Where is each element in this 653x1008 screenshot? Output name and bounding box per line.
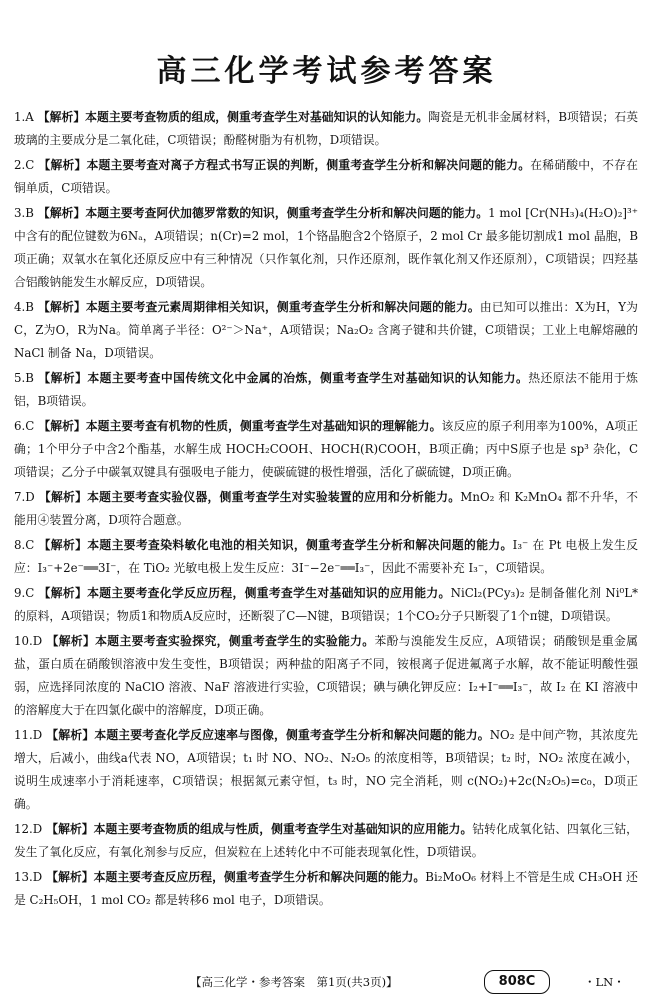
analysis-tag: 【解析】 xyxy=(46,728,95,742)
analysis-text: Bi₂MoO₆ 材料上不管是生成 CH₃OH 还是 C₂H₅OH，1 mol CO₂ 都是转移6 mol 电子，D项错误。 xyxy=(14,870,638,907)
analysis-tag: 【解析】 xyxy=(38,419,86,433)
analysis-focus: 本题主要考查实验仪器，侧重考查学生对实验装置的应用和分析能力。 xyxy=(87,490,461,504)
answer-number: 6. xyxy=(14,419,26,433)
analysis-text: 在稀硝酸中，不存在铜单质，C项错误。 xyxy=(14,158,638,195)
analysis-tag: 【解析】 xyxy=(37,371,88,385)
answer-item xyxy=(14,534,638,580)
answer-list xyxy=(14,106,638,914)
answer-choice: B xyxy=(25,206,34,220)
answer-choice: B xyxy=(25,371,34,385)
answer-number: 11. xyxy=(14,728,33,742)
answer-choice: D xyxy=(32,634,43,648)
answer-choice: D xyxy=(32,870,43,884)
answer-choice: C xyxy=(25,586,35,600)
answer-number: 9. xyxy=(14,586,26,600)
answer-item xyxy=(14,818,638,864)
analysis-tag: 【解析】 xyxy=(38,538,88,552)
analysis-tag: 【解析】 xyxy=(38,490,88,504)
analysis-text: 由已知可以推出：X为H，Y为C，Z为O，R为Na。简单离子半径：O²⁻＞Na⁺，A项错误；Na₂O₂ 含离子键和共价键，C项错误；工业上电解熔融的 NaCl 制备 Na，D项错误。 xyxy=(14,300,638,360)
answer-choice: C xyxy=(25,158,35,172)
analysis-tag: 【解析】 xyxy=(46,822,94,836)
analysis-text: MnO₂ 和 K₂MnO₄ 都不升华，不能用④装置分离，D项符合题意。 xyxy=(14,490,638,527)
analysis-text: 陶瓷是无机非金属材料，B项错误；石英玻璃的主要成分是二氧化硅，C项错误；酚醛树脂为有机物，D项错误。 xyxy=(14,110,638,147)
analysis-tag: 【解析】 xyxy=(38,158,87,172)
analysis-tag: 【解析】 xyxy=(46,870,94,884)
answer-item xyxy=(14,582,638,628)
answer-item xyxy=(14,724,638,816)
answer-number: 4. xyxy=(14,300,26,314)
answer-choice: A xyxy=(25,110,34,124)
analysis-focus: 本题主要考查实验探究，侧重考查学生的实验能力。 xyxy=(95,634,375,648)
analysis-text: 该反应的原子利用率为100%，A项正确；1个甲分子中含2个酯基，水解生成 HOCH₂COOH、HOCH(R)COOH，B项正确；丙中S原子也是 sp³ 杂化，C项错误；乙分子中碳氧双键具有强吸电子能力，使碳硫键的极性增强，活化了碳硫键，D项正确。 xyxy=(14,419,638,479)
answer-number: 3. xyxy=(14,206,26,220)
analysis-text: NO₂ 是中间产物，其浓度先增大，后减小，曲线a代表 NO，A项错误；t₁ 时 NO、NO₂、N₂O₅ 的浓度相等，B项错误；t₂ 时，NO₂ 浓度在减小，说明生成速率小于消耗速率，C项错误；根据氮元素守恒，t₃ 时，NO 完全消耗，则 c(NO₂)+2c(N₂O₅)=c₀，D项正确。 xyxy=(14,728,638,811)
footer-text: 【高三化学・参考答案 第1页(共3页)】 xyxy=(190,975,398,989)
answer-item xyxy=(14,106,638,152)
answer-number: 13. xyxy=(14,870,33,884)
analysis-focus: 本题主要考查反应历程，侧重考查学生分析和解决问题的能力。 xyxy=(93,870,426,884)
answer-item xyxy=(14,415,638,484)
answer-item xyxy=(14,154,638,200)
answer-item xyxy=(14,367,638,413)
analysis-focus: 本题主要考查中国传统文化中金属的冶炼，侧重考查学生对基础知识的认知能力。 xyxy=(87,371,529,385)
answer-item xyxy=(14,630,638,722)
analysis-focus: 本题主要考查有机物的性质，侧重考查学生对基础知识的理解能力。 xyxy=(85,419,442,433)
analysis-focus: 本题主要考查化学反应速率与图像，侧重考查学生分析和解决问题的能力。 xyxy=(94,728,490,742)
page-footer xyxy=(0,970,653,996)
answer-number: 1. xyxy=(14,110,26,124)
answer-item xyxy=(14,202,638,294)
answer-number: 5. xyxy=(14,371,26,385)
analysis-text: 1 mol [Cr(NH₃)₄(H₂O)₂]³⁺ 中含有的配位键数为6Nₐ，A项错误；n(Cr)=2 mol，1个铬晶胞含2个铬原子，2 mol Cr 最多能切割成1 mol 晶胞，B项正确；双氧水在氧化还原反应中有三种情况（只作氧化剂，只作还原剂，既作氧化剂又作还原剂），C项错误；四羟基合铝酸钠能发生水解反应，D项错误。 xyxy=(14,206,638,289)
analysis-tag: 【解析】 xyxy=(37,300,86,314)
answer-choice: B xyxy=(25,300,34,314)
answer-choice: D xyxy=(32,822,43,836)
footer-suffix: ・LN・ xyxy=(584,975,625,989)
analysis-focus: 本题主要考查化学反应历程，侧重考查学生对基础知识的应用能力。 xyxy=(87,586,451,600)
answer-number: 12. xyxy=(14,822,33,836)
answer-choice: C xyxy=(25,538,35,552)
analysis-tag: 【解析】 xyxy=(37,110,86,124)
analysis-tag: 【解析】 xyxy=(37,206,86,220)
analysis-tag: 【解析】 xyxy=(46,634,96,648)
analysis-focus: 本题主要考查阿伏加德罗常数的知识，侧重考查学生分析和解决问题的能力。 xyxy=(85,206,489,220)
answer-item xyxy=(14,486,638,532)
analysis-text: 钴转化成氧化钴、四氧化三钴，发生了氧化反应，有氧化剂参与反应，但炭粒在上述转化中不可能表现氧化性，D项错误。 xyxy=(14,822,638,859)
answer-choice: C xyxy=(25,419,35,433)
answer-choice: D xyxy=(25,490,35,504)
answer-item xyxy=(14,866,638,912)
answer-choice: D xyxy=(32,728,43,742)
analysis-text: 苯酚与溴能发生反应，A项错误；硝酸钡是重金属盐，蛋白质在硝酸钡溶液中发生变性，B项错误；两种盐的阳离子不同，铵根离子促进氟离子水解，故不能证明酸性强弱，应选择同浓度的 NaClO 溶液、NaF 溶液进行实验，C项错误；碘与碘化钾反应：I₂+I⁻══I₃⁻，故 I₂ 在 KI 溶液中的溶解度大于在四氯化碳中的溶解度，D项正确。 xyxy=(14,634,638,717)
answer-number: 8. xyxy=(14,538,26,552)
analysis-focus: 本题主要考查物质的组成与性质，侧重考查学生对基础知识的应用能力。 xyxy=(93,822,473,836)
analysis-focus: 本题主要考查元素周期律相关知识，侧重考查学生分析和解决问题的能力。 xyxy=(85,300,480,314)
answer-number: 10. xyxy=(14,634,33,648)
answer-item xyxy=(14,296,638,365)
analysis-focus: 本题主要考查物质的组成，侧重考查学生对基础知识的认知能力。 xyxy=(85,110,429,124)
paper-code-badge: 808C xyxy=(484,970,550,994)
analysis-focus: 本题主要考查对离子方程式书写正误的判断，侧重考查学生分析和解决问题的能力。 xyxy=(86,158,531,172)
analysis-tag: 【解析】 xyxy=(38,586,88,600)
analysis-focus: 本题主要考查染料敏化电池的相关知识，侧重考查学生分析和解决问题的能力。 xyxy=(87,538,513,552)
analysis-text: NiCl₂(PCy₃)₂ 是制备催化剂 Ni⁰L* 的原料，A项错误；物质1和物质A反应时，还断裂了C—N键，B项错误；1个CO₂分子只断裂了1个π键，D项错误。 xyxy=(14,586,638,623)
page-title: 高三化学考试参考答案 xyxy=(156,54,497,89)
answer-number: 7. xyxy=(14,490,26,504)
analysis-text: 热还原法不能用于炼铝，B项错误。 xyxy=(14,371,638,408)
answer-number: 2. xyxy=(14,158,26,172)
analysis-text: I₃⁻ 在 Pt 电极上发生反应：I₃⁻+2e⁻══3I⁻，在 TiO₂ 光敏电极上发生反应：3I⁻−2e⁻══I₃⁻，因此不需要补充 I₃⁻，C项错误。 xyxy=(14,538,638,575)
